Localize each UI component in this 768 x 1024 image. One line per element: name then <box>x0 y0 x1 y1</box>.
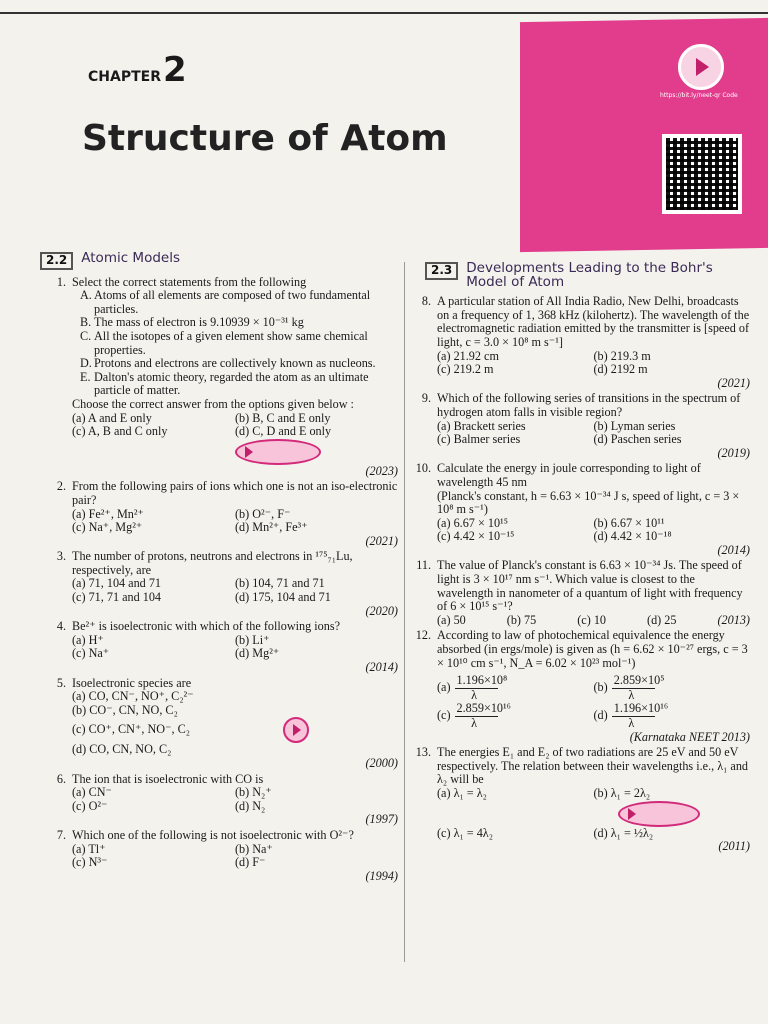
options <box>437 517 750 544</box>
option-c[interactable]: (c) 219.2 m <box>437 362 494 377</box>
option-c[interactable]: (c) λ₁ = 4λ₂ <box>437 825 493 840</box>
question-stem: Which of the following series of transitions in the spectrum of hydrogen atom falls in visible region? <box>437 391 741 419</box>
question-stem: The value of Planck's constant is 6.63 × 10⁻³⁴ Js. The speed of light is 3 × 10¹⁷ nm s⁻¹. Which value is closest to the wavelength in nanometer of a quantum of light with frequency of 6 × 10¹⁵ s⁻¹? <box>437 558 743 614</box>
play-video-icon[interactable] <box>235 439 321 465</box>
section-title: Developments Leading to the Bohr's Model of Atom <box>466 260 713 290</box>
fraction <box>455 702 533 730</box>
statement-text: Atoms of all elements are composed of two fundamental particles. <box>94 288 371 316</box>
question-3 <box>40 550 398 618</box>
option-b[interactable]: (b) 6.67 × 10¹¹ <box>593 515 665 530</box>
question-number: 10. <box>415 461 431 476</box>
section-title: Atomic Models <box>81 250 180 266</box>
denominator: λ <box>628 716 635 730</box>
question-number: 3. <box>56 549 66 564</box>
statement-d: D. Protons and electrons are collectively known as nucleons. <box>80 356 376 371</box>
question-stem: The number of protons, neutrons and electrons in ¹⁷⁵₇₁Lu, respectively, are <box>72 549 353 577</box>
option-c[interactable]: (c) O²⁻ <box>72 798 108 813</box>
denominator: λ <box>471 687 478 702</box>
question-stem: From the following pairs of ions which one is not an iso-electronic pair? <box>72 479 398 507</box>
year-tag: (2019) <box>717 445 750 460</box>
option-a[interactable]: (a) CN⁻ <box>72 785 112 800</box>
question-number: 6. <box>56 771 66 786</box>
question-5 <box>40 677 398 771</box>
options <box>72 508 398 535</box>
option-d[interactable]: (d) 25 <box>647 612 677 627</box>
fraction <box>612 702 690 730</box>
option-d[interactable]: (d) C, D and E only <box>235 424 332 439</box>
left-column <box>40 252 398 885</box>
question-stem: Calculate the energy in joule corresponding to light of wavelength 45 nm <box>437 461 701 489</box>
question-number: 8. <box>421 294 431 309</box>
year-tag: (2023) <box>365 463 398 478</box>
section-number: 2.3 <box>425 262 458 280</box>
options <box>437 350 750 377</box>
option-d[interactable]: (d) Mg²⁺ <box>235 646 280 661</box>
option-b[interactable]: (b) Li⁺ <box>235 632 270 647</box>
option-c[interactable]: (c) Balmer series <box>437 432 521 447</box>
qr-code[interactable] <box>662 134 742 214</box>
statement-text: Dalton's atomic theory, regarded the atom as an ultimate particle of matter. <box>94 369 369 398</box>
question-8 <box>405 295 750 390</box>
question-note: (Planck's constant, h = 6.63 × 10⁻³⁴ J s, speed of light, c = 3 × 10⁸ m s⁻¹) <box>437 488 740 517</box>
option-label: (d) <box>593 708 608 723</box>
year-tag: (2011) <box>718 839 750 854</box>
year-tag: (2021) <box>365 533 398 548</box>
year-tag: (1997) <box>365 812 398 827</box>
option-b[interactable]: (b) O²⁻, F⁻ <box>235 506 291 521</box>
section-number: 2.2 <box>40 252 73 270</box>
option-label: (a) <box>437 680 451 695</box>
option-b[interactable]: (b) CO⁻, CN, NO, C₂ <box>72 702 178 717</box>
question-number: 5. <box>56 675 66 690</box>
play-video-icon[interactable] <box>283 717 309 743</box>
statement-c: C. All the isotopes of a given element show same chemical properties. <box>80 328 368 357</box>
fraction <box>455 674 533 702</box>
options <box>72 577 398 604</box>
option-b[interactable]: (b) N₂⁺ <box>235 785 272 800</box>
question-7 <box>40 829 398 883</box>
question-number: 1. <box>56 274 66 289</box>
top-rule <box>0 12 768 14</box>
option-b-wrap <box>594 787 751 827</box>
numerator: 1.196×10⁸ <box>456 673 508 688</box>
question-6 <box>40 773 398 827</box>
option-a[interactable]: (a) H⁺ <box>72 632 104 647</box>
question-stem: The ion that is isoelectronic with CO is <box>72 771 264 786</box>
question-stem: The energies E₁ and E₂ of two radiations are 25 eV and 50 eV respectively. The relation between their wavelengths i.e., λ₁ and λ₂ will be <box>437 745 749 787</box>
question-stem: Which one of the following is not isoelectronic with O²⁻? <box>72 827 354 842</box>
option-c[interactable]: (c) 71, 71 and 104 <box>72 590 162 605</box>
option-d[interactable]: (d) Mn²⁺, Fe³⁺ <box>235 520 308 535</box>
question-12 <box>405 629 750 744</box>
option-a[interactable]: (a) 21.92 cm <box>437 348 499 363</box>
page-title: Structure of Atom <box>82 118 448 159</box>
question-number: 2. <box>56 479 66 494</box>
right-column <box>405 262 750 856</box>
options <box>437 614 750 628</box>
option-c[interactable]: (c) A, B and C only <box>72 424 168 439</box>
option-b[interactable]: (b) 219.3 m <box>593 348 651 363</box>
option-a[interactable]: (a) 6.67 × 10¹⁵ <box>437 515 508 530</box>
option-c[interactable]: (c) N³⁻ <box>72 855 108 870</box>
question-2 <box>40 480 398 548</box>
option-d[interactable]: (d) F⁻ <box>235 855 266 870</box>
option-label: (c) <box>437 708 451 723</box>
question-1 <box>40 276 398 479</box>
option-d[interactable]: (d) N₂ <box>235 798 266 813</box>
option-c[interactable]: (c) 4.42 × 10⁻¹⁵ <box>437 529 515 544</box>
question-13 <box>405 746 750 854</box>
fraction <box>612 674 690 702</box>
option-a[interactable]: (a) Tl⁺ <box>72 841 106 856</box>
options <box>437 674 750 730</box>
play-video-icon[interactable] <box>678 44 724 90</box>
section-header <box>405 262 750 289</box>
option-d[interactable]: (d) 2192 m <box>593 362 648 377</box>
year-tag: (2020) <box>365 603 398 618</box>
question-number: 4. <box>56 619 66 634</box>
options <box>72 412 398 465</box>
denominator: λ <box>471 716 478 730</box>
question-number: 11. <box>416 558 431 573</box>
option-c[interactable]: (c) Na⁺ <box>72 646 110 661</box>
question-stem: Be²⁺ is isoelectronic with which of the following ions? <box>72 619 341 634</box>
question-number: 7. <box>56 827 66 842</box>
options <box>72 843 398 870</box>
statement-b: B. The mass of electron is 9.10939 × 10⁻³¹ kg <box>80 315 304 330</box>
option-a[interactable]: (a) Brackett series <box>437 418 526 433</box>
option-c[interactable]: (c) CO⁺, CN⁺, NO⁻, C₂ <box>72 722 190 737</box>
option-d[interactable]: (d) CO, CN, NO, C₂ <box>72 742 172 757</box>
chapter-label <box>88 50 187 90</box>
question-stem: According to law of photochemical equivalence the energy absorbed (in ergs/mole) is given as (h = 6.62 × 10⁻²⁷ ergs, c = 3 × 10¹⁰ cm s⁻¹, N_A = 6.02 × 10²³ mol⁻¹) <box>437 628 748 670</box>
year-tag: (2021) <box>717 375 750 390</box>
question-10 <box>405 462 750 557</box>
numerator: 1.196×10¹⁶ <box>613 701 669 716</box>
option-b[interactable]: (b) 75 <box>506 612 537 627</box>
option-a[interactable]: (a) 50 <box>437 612 466 627</box>
option-c[interactable]: (c) 10 <box>577 612 607 627</box>
option-label: (b) <box>593 680 608 695</box>
option-c-wrap <box>72 717 398 743</box>
statement-text: All the isotopes of a given element show same chemical properties. <box>94 328 368 357</box>
options <box>72 786 398 813</box>
question-number: 9. <box>421 391 431 406</box>
question-stem: Select the correct statements from the following <box>72 274 307 289</box>
option-b[interactable]: (b) B, C and E only <box>235 410 331 425</box>
option-b[interactable]: (b) λ₁ = 2λ₂ <box>593 785 651 800</box>
option-d[interactable]: (d) λ₁ = ½λ₂ <box>593 825 654 840</box>
option-d[interactable]: (d) Paschen series <box>593 432 682 447</box>
statement-text: Protons and electrons are collectively known as nucleons. <box>94 356 376 371</box>
option-a[interactable]: (a) Fe²⁺, Mn²⁺ <box>72 506 144 521</box>
options <box>72 634 398 661</box>
denominator: λ <box>628 687 635 702</box>
option-d-wrap <box>235 425 398 465</box>
options <box>437 787 750 840</box>
numerator: 2.859×10⁵ <box>613 673 665 688</box>
year-tag: (2014) <box>365 660 398 675</box>
instruction: Choose the correct answer from the options given below : <box>72 396 354 411</box>
question-9 <box>405 392 750 460</box>
option-a[interactable]: (a) 71, 104 and 71 <box>72 576 162 591</box>
question-number: 13. <box>415 745 431 760</box>
question-number: 12. <box>415 628 431 643</box>
option-c[interactable] <box>437 702 594 730</box>
option-b[interactable]: (b) Lyman series <box>593 418 676 433</box>
option-a[interactable]: (a) CO, CN⁻, NO⁺, C₂²⁻ <box>72 689 194 704</box>
option-a[interactable]: (a) A and E only <box>72 410 152 425</box>
options <box>437 420 750 447</box>
option-a[interactable] <box>437 674 594 702</box>
year-tag: (2014) <box>717 542 750 557</box>
numerator: 2.859×10¹⁶ <box>456 701 511 716</box>
chapter-number: 2 <box>162 50 187 90</box>
statement-text: The mass of electron is 9.10939 × 10⁻³¹ kg <box>94 315 304 330</box>
year-tag: (1994) <box>365 868 398 883</box>
option-b[interactable]: (b) 104, 71 and 71 <box>235 576 325 591</box>
option-d[interactable] <box>594 702 751 730</box>
year-tag: (2000) <box>365 756 398 770</box>
statement-a: A. Atoms of all elements are composed of two fundamental particles. <box>80 288 371 316</box>
statement-e: E. Dalton's atomic theory, regarded the atom as an ultimate particle of matter. <box>80 369 369 398</box>
option-a[interactable]: (a) λ₁ = λ₂ <box>437 785 487 800</box>
year-tag: (2013) <box>717 612 750 627</box>
option-b[interactable]: (b) Na⁺ <box>235 841 273 856</box>
option-d[interactable]: (d) 4.42 × 10⁻¹⁸ <box>593 529 672 544</box>
question-stem: A particular station of All India Radio, New Delhi, broadcasts on a frequency of 1, 368 kHz (kilohertz). The wavelength of the electromagnetic radiation emitted by the transmitter is [speed of light, c = 3.0 × 10⁸ m s⁻¹] <box>437 294 750 349</box>
question-11 <box>405 559 750 627</box>
source-tag: (Karnataka NEET 2013) <box>629 729 750 744</box>
qr-caption: https://bit.ly/neet-qr Code <box>660 92 738 99</box>
option-c[interactable]: (c) Na⁺, Mg²⁺ <box>72 520 143 535</box>
option-b[interactable] <box>594 674 751 702</box>
section-header <box>40 252 398 270</box>
chapter-word: CHAPTER <box>88 69 161 85</box>
play-video-icon[interactable] <box>618 801 700 827</box>
option-d[interactable]: (d) 175, 104 and 71 <box>235 590 331 605</box>
question-stem: Isoelectronic species are <box>72 675 192 690</box>
question-4 <box>40 620 398 674</box>
